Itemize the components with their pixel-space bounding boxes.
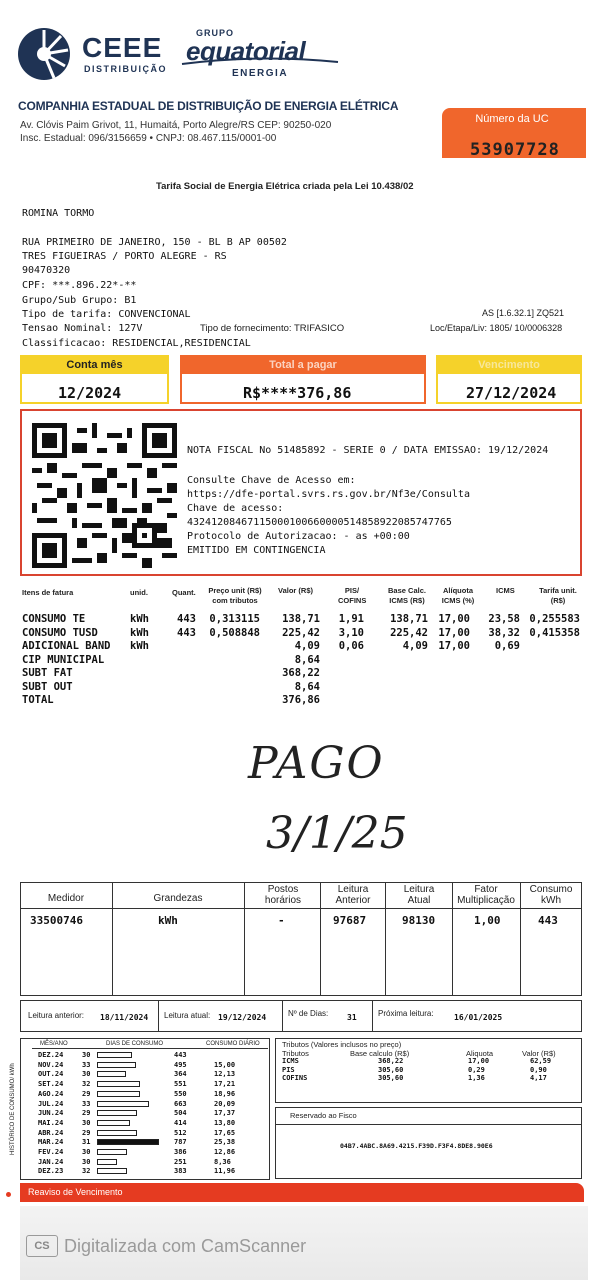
client-cep: 90470320 — [22, 265, 71, 276]
item-cell: 225,42 — [282, 626, 320, 639]
divider — [282, 1001, 283, 1031]
divider — [244, 883, 245, 995]
item-cell: 368,22 — [282, 667, 320, 679]
meter-medidor: 33500746 — [30, 914, 83, 927]
item-cell: 443 — [177, 626, 196, 639]
history-bar — [97, 1101, 149, 1107]
history-kwh: 386 — [174, 1148, 187, 1156]
tributo-value: 305,60 — [378, 1074, 404, 1082]
item-cell: 1,91 — [338, 613, 364, 625]
item-cell: 4,09 — [294, 640, 320, 652]
history-kwh: 251 — [174, 1157, 187, 1166]
leitura-anterior-label: Leitura anterior: — [28, 1011, 85, 1020]
dias-label: Nº de Dias: — [288, 1009, 329, 1018]
history-month: MAR.24 — [38, 1138, 64, 1147]
client-cpf: CPF: ***.896.22*-** — [22, 280, 137, 291]
as-code: AS [1.6.32.1] ZQ521 — [482, 308, 565, 318]
item-cell: 225,42 — [390, 626, 428, 639]
history-days: 29 — [82, 1109, 91, 1118]
col-itens: Itens de fatura — [22, 588, 74, 597]
history-col-dias: DIAS DE CONSUMO — [106, 1041, 164, 1047]
history-daily: 11,96 — [214, 1167, 236, 1176]
history-bar — [97, 1062, 136, 1068]
leitura-atual-value: 19/12/2024 — [218, 1013, 267, 1022]
history-bar — [97, 1071, 126, 1077]
history-kwh: 550 — [174, 1089, 187, 1098]
history-month: JAN.24 — [38, 1157, 64, 1166]
history-days: 30 — [82, 1070, 91, 1079]
proxima-label: Próxima leitura: — [378, 1009, 434, 1018]
bullet-icon — [6, 1192, 11, 1197]
item-cell: 23,58 — [488, 613, 520, 625]
history-kwh: 495 — [174, 1060, 187, 1069]
col-pis: PIS/ COFINS — [338, 586, 367, 605]
tributo-value: 17,00 — [468, 1057, 490, 1065]
leitura-anterior-value: 18/11/2024 — [100, 1013, 149, 1022]
grupo-label: GRUPO — [196, 28, 235, 38]
history-days: 31 — [82, 1138, 91, 1147]
client-tensao: Tensao Nominal: 127V — [22, 323, 143, 334]
item-label: CIP MUNICIPAL — [22, 653, 105, 666]
aviso-label: Reaviso de Vencimento — [28, 1187, 123, 1197]
dias-value: 31 — [347, 1013, 357, 1022]
history-col-diario: CONSUMO DIÁRIO — [206, 1041, 260, 1047]
history-daily: 13,80 — [214, 1118, 236, 1127]
history-daily: 12,86 — [214, 1148, 236, 1156]
col-preco: Preço unit (R$) com tributos — [208, 586, 262, 605]
item-cell: 17,00 — [438, 626, 470, 639]
meter-fator: 1,00 — [474, 914, 501, 927]
history-bar — [97, 1120, 130, 1126]
history-days: 30 — [82, 1148, 91, 1156]
history-daily: 15,00 — [214, 1060, 236, 1069]
ceee-logo-icon — [16, 26, 72, 82]
item-cell: 138,71 — [390, 613, 428, 625]
divider — [32, 1048, 268, 1049]
item-cell: 376,86 — [282, 694, 320, 706]
nota-numero: NOTA FISCAL No 51485892 - SERIE 0 / DATA EMISSAO: 19/12/2024 — [187, 445, 549, 456]
total-value: R$****376,86 — [243, 384, 352, 402]
history-kwh: 551 — [174, 1080, 187, 1089]
col-icms: ICMS — [496, 586, 515, 595]
item-cell: 3,10 — [338, 626, 364, 639]
history-month: DEZ.24 — [38, 1051, 64, 1059]
leitura-atual-label: Leitura atual: — [164, 1011, 211, 1020]
meter-col-anterior: Leitura Anterior — [335, 884, 371, 906]
item-cell: 138,71 — [282, 613, 320, 625]
equatorial-logo: equatorial — [186, 36, 306, 66]
history-days: 30 — [82, 1118, 91, 1127]
tributo-value: 305,60 — [378, 1065, 404, 1074]
tributos-col-aliquota: Aliquota — [466, 1049, 494, 1058]
handwritten-pago: PAGO — [248, 738, 385, 789]
brand-sub: DISTRIBUIÇÃO — [84, 64, 167, 74]
divider — [372, 1001, 373, 1031]
history-daily: 12,13 — [214, 1070, 236, 1079]
company-registration: Insc. Estadual: 096/3156659 • CNPJ: 08.467.115/0001-00 — [20, 133, 277, 144]
history-days: 32 — [82, 1167, 91, 1176]
tributos-col-valor: Valor (R$) — [522, 1049, 556, 1058]
col-aliquota: Alíquota ICMS (%) — [441, 586, 475, 605]
meter-grandezas: kWh — [158, 914, 178, 927]
divider — [320, 883, 321, 995]
loc-etapa: Loc/Etapa/Liv: 1805/ 10/0006328 — [430, 323, 563, 333]
item-cell: 17,00 — [438, 640, 470, 652]
nota-protocolo: Protocolo de Autorizacao: - as +00:00 — [187, 531, 410, 542]
history-month: MAI.24 — [38, 1118, 64, 1127]
history-kwh: 383 — [174, 1167, 187, 1176]
swoosh-icon — [180, 56, 340, 68]
client-fornecimento: Tipo de fornecimento: TRIFASICO — [200, 323, 345, 334]
tributo-name: ICMS — [282, 1057, 299, 1065]
history-month: ABR.24 — [38, 1128, 64, 1137]
meter-leitura-anterior: 97687 — [333, 914, 367, 927]
handwritten-date: 3/1/25 — [266, 808, 408, 859]
tributos-col-tributo: Tributos — [282, 1049, 309, 1058]
tributo-value: 1,36 — [468, 1074, 485, 1082]
history-daily: 17,65 — [214, 1128, 236, 1137]
vencimento-value: 27/12/2024 — [466, 384, 557, 402]
divider — [385, 883, 386, 995]
history-bar — [97, 1159, 117, 1165]
item-cell: kWh — [130, 640, 149, 652]
client-classificacao: Classificacao: RESIDENCIAL,RESIDENCIAL — [22, 338, 251, 349]
col-unid: unid. — [130, 588, 148, 597]
item-cell: 4,09 — [402, 640, 428, 652]
fisco-code: 04B7.4ABC.8A69.4215.F39D.F3F4.8DE8.90E6 — [340, 1142, 493, 1150]
history-bar — [97, 1091, 140, 1097]
history-kwh: 443 — [174, 1051, 187, 1059]
brand-name: CEEE — [82, 32, 163, 63]
tributo-value: 62,59 — [530, 1057, 552, 1065]
item-label: TOTAL — [22, 694, 54, 706]
client-tipo-tarifa: Tipo de tarifa: CONVENCIONAL — [22, 309, 191, 320]
tributo-name: COFINS — [282, 1074, 308, 1082]
item-label: CONSUMO TUSD — [22, 626, 98, 639]
history-kwh: 504 — [174, 1109, 187, 1118]
history-bar — [97, 1139, 159, 1145]
item-cell: 443 — [177, 613, 196, 625]
history-side-label: HISTÓRICO DE CONSUMO/ kWh — [10, 1063, 16, 1155]
history-daily: 17,37 — [214, 1109, 236, 1118]
camscanner-logo-icon: CS — [26, 1235, 58, 1257]
tarifa-social-note: Tarifa Social de Energia Elétrica criada pela Lei 10.438/02 — [156, 181, 414, 192]
item-label: SUBT OUT — [22, 680, 73, 693]
energia-label: ENERGIA — [232, 68, 289, 79]
divider — [20, 908, 582, 909]
history-daily: 20,09 — [214, 1099, 236, 1108]
tributo-name: PIS — [282, 1065, 295, 1074]
meter-col-consumo: Consumo kWh — [529, 884, 573, 906]
history-days: 33 — [82, 1099, 91, 1108]
divider — [520, 883, 521, 995]
item-cell: 0,69 — [494, 640, 520, 652]
tributo-value: 0,29 — [468, 1065, 485, 1074]
history-month: DEZ.23 — [38, 1167, 64, 1176]
item-cell: 0,415358 — [529, 626, 580, 639]
history-kwh: 787 — [174, 1138, 187, 1147]
meter-col-atual: Leitura Atual — [403, 884, 435, 906]
client-street: RUA PRIMEIRO DE JANEIRO, 150 - BL B AP 00502 — [22, 237, 287, 248]
history-month: FEV.24 — [38, 1148, 64, 1156]
history-col-mes: MÊS/ANO — [40, 1041, 68, 1047]
tributo-value: 0,90 — [530, 1065, 547, 1074]
tributos-title: Tributos (Valores inclusos no preço) — [282, 1040, 402, 1049]
item-cell: 8,64 — [294, 680, 320, 693]
history-bar — [97, 1130, 137, 1136]
item-cell: 0,313115 — [209, 613, 260, 625]
history-kwh: 414 — [174, 1118, 187, 1127]
history-days: 30 — [82, 1051, 91, 1059]
client-city: TRES FIGUEIRAS / PORTO ALEGRE - RS — [22, 251, 227, 262]
item-cell: kWh — [130, 613, 149, 625]
meter-col-grandezas: Grandezas — [153, 893, 203, 904]
history-month: OUT.24 — [38, 1070, 64, 1079]
history-bar — [97, 1149, 127, 1155]
tributo-value: 368,22 — [378, 1057, 404, 1065]
nota-chave: 43241208467115000100660000514858922085747765 — [187, 517, 452, 528]
camscanner-watermark: Digitalizada com CamScanner — [64, 1236, 307, 1256]
item-cell: 38,32 — [488, 626, 520, 639]
uc-number: 53907728 — [470, 140, 560, 160]
item-cell: 8,64 — [294, 653, 320, 666]
meter-leitura-atual: 98130 — [402, 914, 436, 927]
fisco-title: Reservado ao Fisco — [290, 1111, 357, 1120]
conta-mes-label: Conta mês — [22, 357, 167, 374]
col-base: Base Calc. ICMS (R$) — [388, 586, 426, 605]
history-bar — [97, 1081, 140, 1087]
col-valor: Valor (R$) — [278, 586, 314, 595]
nota-contingencia: EMITIDO EM CONTINGENCIA — [187, 545, 326, 556]
company-name: COMPANHIA ESTADUAL DE DISTRIBUIÇÃO DE ENERGIA ELÉTRICA — [18, 99, 399, 113]
item-label: CONSUMO TE — [22, 613, 86, 625]
meter-col-fator: Fator Multiplicação — [457, 884, 515, 906]
proxima-value: 16/01/2025 — [454, 1013, 503, 1022]
client-name: ROMINA TORMO — [22, 208, 95, 219]
tributos-col-base: Base calculo (R$) — [350, 1049, 410, 1058]
history-daily: 17,21 — [214, 1080, 236, 1089]
item-cell: 0,06 — [338, 640, 364, 652]
history-month: SET.24 — [38, 1080, 64, 1089]
history-bar — [97, 1168, 127, 1174]
item-cell: 0,508848 — [209, 626, 260, 639]
item-cell: kWh — [130, 626, 149, 639]
history-days: 32 — [82, 1080, 91, 1089]
client-grupo: Grupo/Sub Grupo: B1 — [22, 295, 137, 306]
history-month: JUL.24 — [38, 1099, 64, 1108]
col-quant: Quant. — [172, 588, 196, 597]
history-days: 29 — [82, 1089, 91, 1098]
nota-chave-label: Chave de acesso: — [187, 503, 284, 514]
divider — [158, 1001, 159, 1031]
meter-col-medidor: Medidor — [47, 893, 85, 904]
col-tarifa: Tarifa unit. (R$) — [539, 586, 577, 605]
nota-consulte: Consulte Chave de Acesso em: — [187, 475, 356, 486]
history-kwh: 663 — [174, 1099, 187, 1108]
meter-consumo: 443 — [538, 914, 558, 927]
history-bar — [97, 1110, 137, 1116]
meter-col-postos: Postos horários — [264, 884, 302, 906]
history-days: 33 — [82, 1060, 91, 1069]
history-daily: 25,38 — [214, 1138, 236, 1147]
uc-label: Número da UC — [475, 113, 549, 125]
history-month: JUN.24 — [38, 1109, 64, 1118]
qr-code-icon — [32, 423, 177, 568]
history-days: 29 — [82, 1128, 91, 1137]
history-bar — [97, 1052, 132, 1058]
history-kwh: 512 — [174, 1128, 187, 1137]
item-label: SUBT FAT — [22, 667, 73, 679]
item-cell: 17,00 — [438, 613, 470, 625]
vencimento-label: Vencimento — [438, 357, 580, 374]
conta-mes-value: 12/2024 — [58, 384, 122, 402]
history-month: AGO.24 — [38, 1089, 64, 1098]
history-kwh: 364 — [174, 1070, 187, 1079]
history-daily: 18,96 — [214, 1089, 236, 1098]
history-days: 30 — [82, 1157, 91, 1166]
company-address: Av. Clóvis Paim Grivot, 11, Humaitá, Porto Alegre/RS CEP: 90250-020 — [20, 120, 332, 131]
total-label: Total a pagar — [182, 357, 424, 374]
nota-url[interactable]: https://dfe-portal.svrs.rs.gov.br/Nf3e/Consulta — [187, 489, 470, 500]
history-month: NOV.24 — [38, 1060, 64, 1069]
item-cell: 0,255583 — [529, 613, 580, 625]
meter-postos: - — [278, 914, 285, 927]
item-label: ADICIONAL BAND — [22, 640, 111, 652]
tributo-value: 4,17 — [530, 1074, 547, 1082]
history-daily: 8,36 — [214, 1157, 231, 1166]
